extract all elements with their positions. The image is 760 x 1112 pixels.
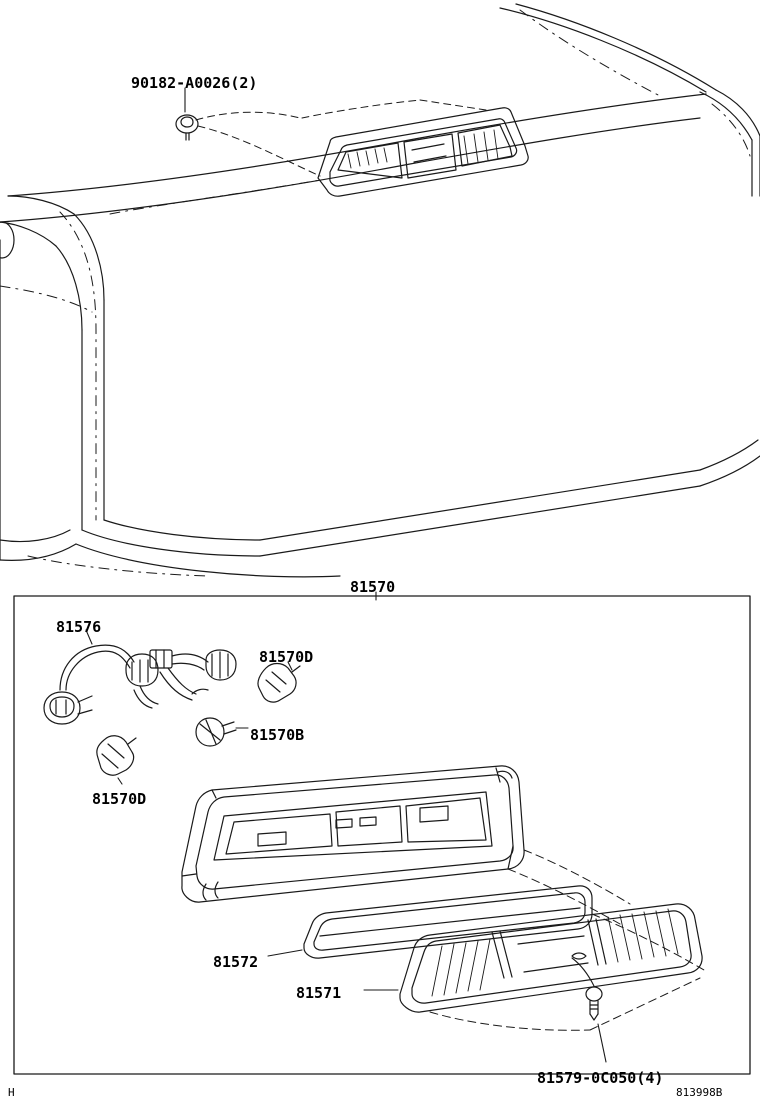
label-gasket-81572: 81572: [213, 953, 259, 971]
footer-right-code: 813998B: [676, 1086, 723, 1099]
label-lens-81571: 81571: [296, 984, 342, 1002]
label-clip-90182: 90182-A0026(2): [131, 74, 258, 92]
label-assembly-81570: 81570: [350, 578, 396, 596]
label-harness-81576: 81576: [56, 618, 102, 636]
footer-left-code: H: [8, 1086, 15, 1099]
label-bulb-81570b: 81570B: [250, 726, 305, 744]
label-socket-upper-81570d: 81570D: [259, 648, 314, 666]
label-screw-81579: 81579-0C050(4): [537, 1069, 664, 1087]
label-socket-lower-81570d: 81570D: [92, 790, 147, 808]
